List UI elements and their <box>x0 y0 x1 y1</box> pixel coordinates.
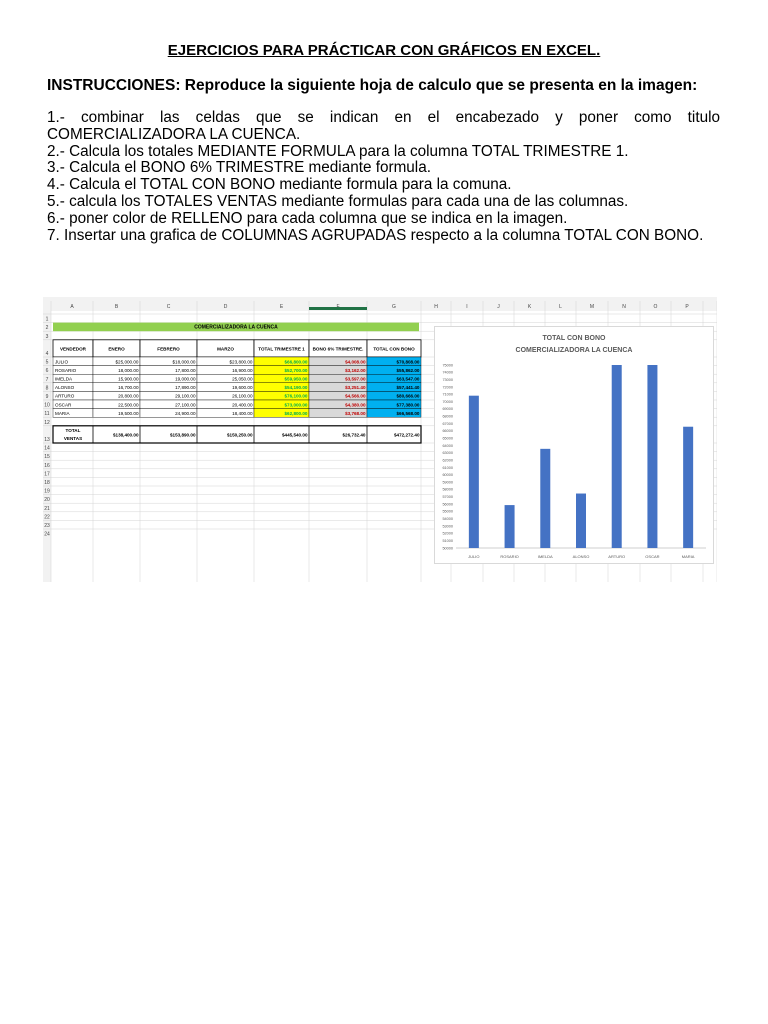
step-5: 5.- calcula los TOTALES VENTAS mediante formulas para cada una de las columnas. <box>47 192 629 210</box>
y-tick-label: 61000 <box>442 465 453 470</box>
header-4: MARZO <box>217 346 234 352</box>
y-tick-label: 74000 <box>442 370 453 375</box>
cell-r6-c1: ROSARIO <box>55 367 77 373</box>
y-tick-label: 73000 <box>442 377 453 382</box>
row-number-13: 13 <box>44 437 50 443</box>
y-tick-label: 60000 <box>442 473 453 478</box>
cell-r5-c4: $23,800.00 <box>229 359 253 365</box>
y-tick-label: 51000 <box>442 538 453 543</box>
row-number-2: 2 <box>45 325 49 332</box>
row-number-16: 16 <box>44 462 50 469</box>
y-tick-label: 50000 <box>442 546 453 551</box>
cell-r11-c7: $66,568.00 <box>396 410 420 416</box>
y-tick-label: 66000 <box>442 429 453 434</box>
chart-title: TOTAL CON BONO <box>542 335 606 342</box>
totals-label-1: TOTAL <box>65 427 81 433</box>
cell-r9-c2: 20,800.00 <box>118 393 139 399</box>
y-tick-label: 56000 <box>442 502 453 507</box>
row-number-15: 15 <box>44 454 50 461</box>
x-tick-label: JULIO <box>468 554 480 559</box>
cell-r10-c6: $4,380.00 <box>345 402 366 408</box>
cell-r8-c7: $57,441.40 <box>396 385 420 391</box>
cell-r6-c2: 18,000.00 <box>118 367 139 373</box>
cell-r6-c4: 16,900.00 <box>232 367 253 373</box>
x-tick-label: ARTURO <box>608 554 626 559</box>
column-letter-C: C <box>166 304 171 310</box>
cell-r10-c7: $77,380.00 <box>396 402 420 408</box>
instruction-steps <box>47 110 720 244</box>
cell-r5-c1: JULIO <box>55 359 69 365</box>
y-tick-label: 63000 <box>442 451 453 456</box>
cell-r8-c3: 17,890.00 <box>175 385 196 391</box>
row-number-14: 14 <box>44 445 50 452</box>
row-number-3: 3 <box>45 333 49 340</box>
bar-alonso <box>576 494 586 548</box>
y-tick-label: 64000 <box>442 443 453 448</box>
step-2: 2.- Calcula los totales MEDIANTE FORMULA para la columna TOTAL TRIMESTRE 1. <box>47 142 629 160</box>
cell-r5-c2: $25,000.00 <box>115 359 139 365</box>
cell-r8-c5: $54,190.00 <box>284 385 308 391</box>
cell-r9-c3: 29,100.00 <box>175 393 196 399</box>
bar-maria <box>683 427 693 548</box>
column-letter-O: O <box>653 304 658 310</box>
y-tick-label: 68000 <box>442 414 453 419</box>
cell-r10-c3: 27,100.00 <box>175 402 196 408</box>
x-tick-label: OSCAR <box>645 554 660 559</box>
column-letter-H: H <box>434 304 438 310</box>
row-number-22: 22 <box>44 514 50 521</box>
x-tick-label: ROSARIO <box>500 554 519 559</box>
selected-column-indicator <box>309 307 367 310</box>
column-letter-P: P <box>685 304 689 310</box>
cell-r11-c6: $3,768.00 <box>345 410 366 416</box>
cell-r10-c5: $73,000.00 <box>284 402 308 408</box>
total-4: $445,540.00 <box>281 432 308 438</box>
row-number-12: 12 <box>44 419 50 426</box>
row-number-19: 19 <box>44 488 50 495</box>
column-letter-D: D <box>223 304 228 310</box>
step-7: 7. Insertar una grafica de COLUMNAS AGRUPADAS respecto a la columna TOTAL CON BONO. <box>47 226 704 244</box>
row-number-8: 8 <box>45 385 49 392</box>
row-number-1: 1 <box>45 316 49 323</box>
cell-r7-c1: IMELDA <box>55 376 73 382</box>
header-5: TOTAL TRIMESTRE 1 <box>258 346 305 352</box>
row-number-24: 24 <box>44 531 50 538</box>
column-letter-L: L <box>559 304 562 310</box>
cell-r7-c7: $63,547.00 <box>396 376 420 382</box>
row-number-18: 18 <box>44 480 50 486</box>
row-number-20: 20 <box>44 497 50 504</box>
header-7: TOTAL CON BONO <box>373 346 415 352</box>
cell-r11-c5: $62,800.00 <box>284 410 308 416</box>
total-3: $150,250.00 <box>226 432 253 438</box>
row-number-6: 6 <box>45 368 49 375</box>
document-title: EJERCICIOS PARA PRÁCTICAR CON GRÁFICOS EN EXCEL. <box>167 42 601 59</box>
header-6: BONO 6% TRIMESTRE. <box>312 346 364 352</box>
chart-subtitle: COMERCIALIZADORA LA CUENCA <box>515 347 633 354</box>
row-number-7: 7 <box>45 376 49 383</box>
cell-r9-c4: 26,100.00 <box>232 393 253 399</box>
cell-r11-c3: 24,900.00 <box>175 410 196 416</box>
y-tick-label: 75000 <box>442 363 453 368</box>
cell-r5-c3: $18,000.00 <box>172 359 196 365</box>
x-tick-label: MARIA <box>681 554 695 559</box>
total-1: $138,400.00 <box>112 432 139 438</box>
cell-r7-c5: $59,950.00 <box>284 376 308 382</box>
merged-title: COMERCIALIZADORA LA CUENCA <box>194 324 278 331</box>
cell-r10-c4: 20,400.00 <box>232 402 253 408</box>
y-tick-label: 57000 <box>442 495 453 500</box>
y-tick-label: 54000 <box>442 517 453 522</box>
y-tick-label: 58000 <box>442 487 453 492</box>
column-letter-E: E <box>279 304 284 310</box>
y-tick-label: 53000 <box>442 524 453 529</box>
header-1: VENDEDOR <box>59 346 87 352</box>
step-3: 3.- Calcula el BONO 6% TRIMESTRE mediante formula. <box>47 159 431 177</box>
row-number-10: 10 <box>44 402 50 409</box>
cell-r11-c1: MARIA <box>55 410 70 416</box>
cell-r8-c6: $3,251.40 <box>345 385 366 391</box>
cell-r8-c1: ALONSO <box>55 385 75 391</box>
chart-svg <box>434 326 714 564</box>
x-tick-label: IMELDA <box>537 554 553 559</box>
total-5: $26,732.40 <box>342 432 366 438</box>
x-tick-label: ALONSO <box>572 554 590 559</box>
row-number-21: 21 <box>44 505 50 512</box>
cell-r7-c3: 19,000.00 <box>175 376 196 382</box>
y-tick-label: 55000 <box>442 509 453 514</box>
cell-r6-c6: $3,162.00 <box>345 367 366 373</box>
cell-r5-c7: $70,808.00 <box>396 359 420 365</box>
cell-r6-c3: 17,800.00 <box>175 367 196 373</box>
y-tick-label: 72000 <box>442 385 453 390</box>
column-header-bar <box>43 297 717 311</box>
step-4: 4.- Calcula el TOTAL CON BONO mediante formula para la comuna. <box>47 176 512 194</box>
y-tick-label: 67000 <box>442 421 453 426</box>
cell-r5-c6: $4,008.00 <box>345 359 366 365</box>
row-number-11: 11 <box>44 411 50 418</box>
step-1: 1.- combinar las celdas que se indican en el encabezado y poner como titulo COMERCIALIZADORA LA CUENCA. <box>47 109 720 143</box>
cell-r7-c6: $3,597.00 <box>345 376 366 382</box>
y-tick-label: 70000 <box>442 399 453 404</box>
cell-r9-c5: $76,100.00 <box>284 393 308 399</box>
cell-r9-c1: ARTURO <box>55 393 75 399</box>
totals-label-2: VENTAS <box>63 435 83 441</box>
bar-oscar <box>647 365 657 548</box>
column-letter-K: K <box>527 304 532 310</box>
y-tick-label: 59000 <box>442 480 453 485</box>
header-2: ENERO <box>108 346 125 352</box>
column-letter-B: B <box>114 304 119 310</box>
cell-r8-c4: 19,600.00 <box>232 385 253 391</box>
y-tick-label: 65000 <box>442 436 453 441</box>
bar-imelda <box>540 449 550 548</box>
column-letter-M: M <box>589 304 595 310</box>
cell-r11-c4: 18,400.00 <box>232 410 253 416</box>
cell-r10-c1: OSCAR <box>55 402 72 408</box>
cell-r6-c7: $55,862.00 <box>396 367 420 373</box>
cell-r10-c2: 22,500.00 <box>118 402 139 408</box>
step-6: 6.- poner color de RELLENO para cada columna que se indica en la imagen. <box>47 209 568 227</box>
cell-r8-c2: 16,700.00 <box>118 385 139 391</box>
cell-r11-c2: 19,500.00 <box>118 410 139 416</box>
row-number-4: 4 <box>45 351 49 357</box>
row-number-5: 5 <box>45 359 49 366</box>
y-tick-label: 62000 <box>442 458 453 463</box>
total-6: $472,272.40 <box>393 432 420 438</box>
column-letter-N: N <box>622 304 626 310</box>
column-letter-A: A <box>70 304 74 310</box>
total-con-bono-chart <box>434 326 714 564</box>
row-number-17: 17 <box>44 471 50 478</box>
instructions-heading: INSTRUCCIONES: Reproduce la siguiente hoja de calculo que se presenta en la imagen: <box>47 77 698 94</box>
cell-r9-c7: $80,666.00 <box>396 393 420 399</box>
header-3: FEBRERO <box>157 346 180 352</box>
bar-julio <box>469 396 479 548</box>
bar-arturo <box>612 365 622 548</box>
column-letter-I: I <box>466 304 468 310</box>
cell-r7-c4: 25,050.00 <box>232 376 253 382</box>
bar-rosario <box>505 505 515 548</box>
y-tick-label: 69000 <box>442 407 453 412</box>
total-2: $153,890.00 <box>169 432 196 438</box>
cell-r7-c2: 15,900.00 <box>118 376 139 382</box>
cell-r6-c5: $52,700.00 <box>284 367 308 373</box>
column-letter-J: J <box>497 304 500 310</box>
row-number-9: 9 <box>45 394 49 400</box>
column-letter-G: G <box>392 304 396 310</box>
cell-r5-c5: $66,800.00 <box>284 359 308 365</box>
row-number-23: 23 <box>44 523 50 529</box>
cell-r9-c6: $4,566.00 <box>345 393 366 399</box>
y-tick-label: 52000 <box>442 531 453 536</box>
y-tick-label: 71000 <box>442 392 453 397</box>
